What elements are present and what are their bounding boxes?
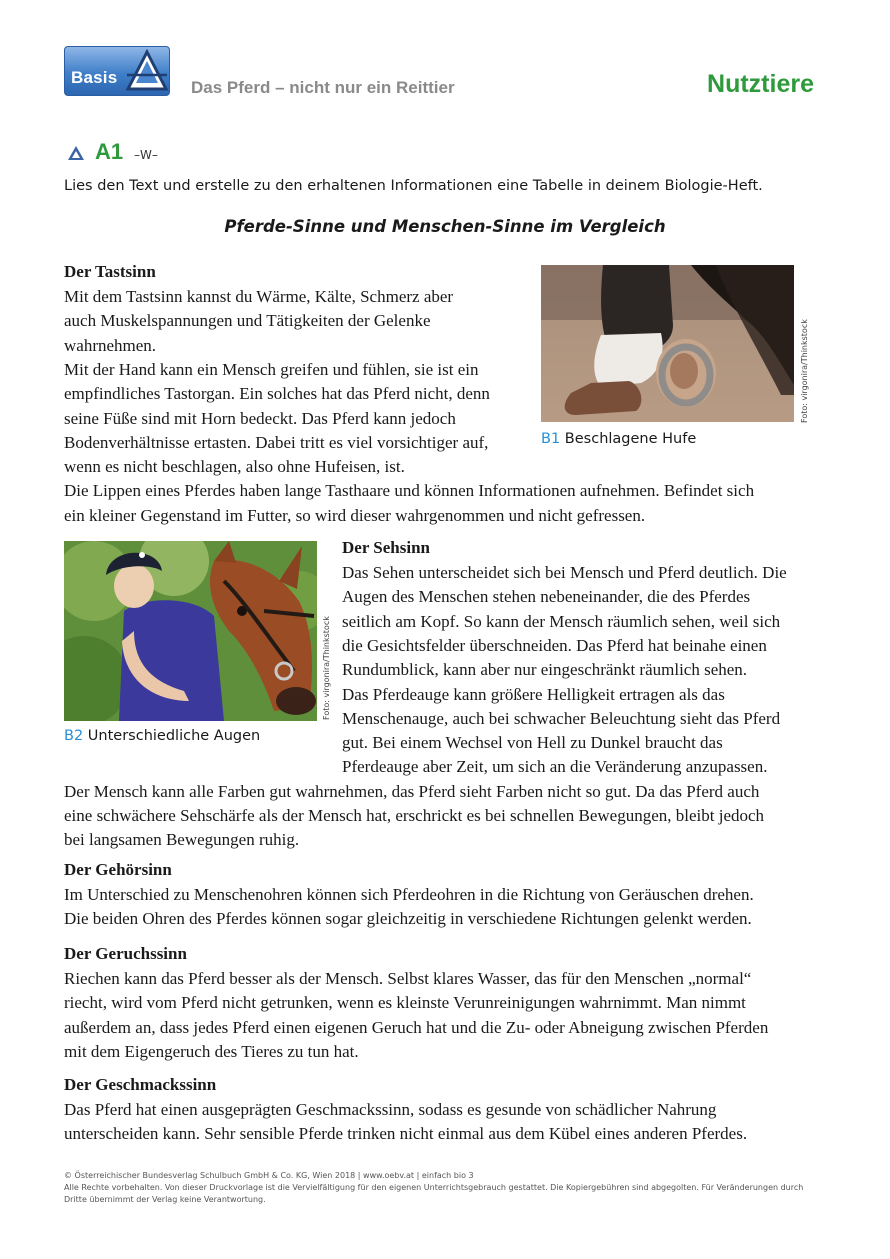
text-line: Die beiden Ohren des Pferdes können sogar gleichzeitig in verschiedene Richtungen gelenkt werden. [64, 909, 752, 929]
text-line: Pferdeauge aber Zeit, um sich an die Veränderung anzupassen. [342, 757, 768, 777]
footer-line: Alle Rechte vorbehalten. Von dieser Druckvorlage ist die Vervielfältigung für den eigenen Unterrichtsgebrauch gestattet. Die Kopiergebühren sind abgegolten. Für Veränderungen durch [64, 1182, 804, 1192]
heading-sehsinn: Der Sehsinn [342, 538, 431, 557]
heading-gehoersinn: Der Gehörsinn [64, 860, 172, 879]
text-line: Das Pferd hat einen ausgeprägten Geschmackssinn, sodass es gesunde von schädlicher Nahrung [64, 1100, 717, 1119]
basis-logo [64, 46, 170, 96]
document-title: Pferde-Sinne und Menschen-Sinne im Vergleich [224, 217, 666, 236]
worksheet-subtitle: Das Pferd – nicht nur ein Reittier [191, 78, 455, 97]
figure-caption-text-b1: Beschlagene Hufe [564, 431, 697, 447]
text-line: Das Pferdeauge kann größere Helligkeit ertragen als das [342, 684, 725, 704]
photo-credit-b1: Foto: virgonira/Thinkstock [800, 319, 809, 423]
task-number: A1 [95, 139, 124, 164]
text-line: eine schwächere Sehschärfe als der Mensch hat, erschrickt es bei schnellen Bewegungen, bleibt jedoch [64, 806, 765, 825]
text-line: mit dem Eigengeruch des Tieres zu tun hat. [64, 1041, 359, 1061]
photo-credit-b2: Foto: virgonira/Thinkstock [322, 616, 331, 720]
task-level-icon [67, 145, 85, 161]
text-line: ein kleiner Gegenstand im Futter, so wird dieser wahrgenommen und nicht gefressen. [64, 505, 646, 525]
text-line: Rundumblick, kann aber nur eingeschränkt räumlich sehen. [342, 660, 748, 680]
text-line: Im Unterschied zu Menschenohren können sich Pferdeohren in die Richtung von Geräuschen drehen. [64, 885, 754, 904]
footer-line: Dritte übernimmt der Verlag keine Verantwortung. [64, 1194, 266, 1204]
text-line: Die Lippen eines Pferdes haben lange Tasthaare und können Informationen aufnehmen. Befindet sich [64, 481, 755, 501]
text-line: seitlich am Kopf. So kann der Mensch räumlich sehen, weil sich [342, 611, 781, 631]
section-title: Nutztiere [707, 70, 814, 98]
text-line: gut. Bei einem Wechsel von Hell zu Dunkel braucht das [342, 733, 723, 753]
paragraph-sehsinn [0, 561, 890, 861]
text-line: Mit der Hand kann ein Mensch greifen und fühlen, sie ist ein [64, 359, 479, 379]
text-line: Das Sehen unterscheidet sich bei Mensch und Pferd deutlich. Die [342, 563, 787, 582]
text-line: außerdem an, dass jedes Pferd einen eigenen Geruch hat und die Zu- oder Abneigung zwischen Pferden [64, 1017, 769, 1037]
figure-caption-b1 [541, 431, 696, 447]
hoof-image [541, 265, 794, 422]
photo-hooves [541, 265, 794, 422]
text-line: wahrnehmen. [64, 335, 157, 355]
text-line: Augen des Menschen stehen nebeneinander, die des Pferdes [342, 587, 751, 607]
text-line: riecht, wird vom Pferd nicht getrunken, wenn es kleinste Verunreinigungen wahrnimmt. Man nimmt [64, 993, 746, 1013]
heading-tastsinn: Der Tastsinn [64, 262, 156, 281]
text-line: wenn es nicht beschlagen, also ohne Hufeisen, ist. [64, 457, 405, 477]
task-type: –W– [134, 148, 158, 162]
paragraph-gehoersinn [64, 883, 864, 933]
figure-label-b2: B2 [64, 728, 84, 744]
figure-label-b1: B1 [541, 431, 561, 447]
text-line: die Gesichtsfelder überschneiden. Das Pferd hat beinahe einen [342, 635, 767, 655]
text-line: empfindliches Tastorgan. Ein solches hat das Pferd nicht, denn [64, 384, 490, 404]
text-line: Bodenverhältnisse ertasten. Dabei tritt es viel vorsichtiger auf, [64, 432, 489, 452]
text-line: bei langsamen Bewegungen ruhig. [64, 830, 300, 850]
paragraph-geruchssinn [64, 967, 864, 1067]
text-line: Riechen kann das Pferd besser als der Mensch. Selbst klares Wasser, das für den Menschen „normal“ [64, 969, 752, 988]
heading-geschmackssinn: Der Geschmackssinn [64, 1075, 217, 1094]
logo-text: Basis [71, 68, 118, 87]
mountain-triangle-icon [125, 49, 169, 93]
figure-caption-text-b2: Unterschiedliche Augen [87, 728, 261, 744]
text-line: Der Mensch kann alle Farben gut wahrnehmen, das Pferd sieht Farben nicht so gut. Da das Pferd auch [64, 781, 760, 801]
text-line: unterscheiden kann. Sehr sensible Pferde trinken nicht einmal aus dem Kübel eines anderen Pferdes. [64, 1124, 748, 1144]
text-line: Menschenauge, auch bei schwacher Beleuchtung sieht das Pferd [342, 708, 781, 728]
text-line: auch Muskelspannungen und Tätigkeiten der Gelenke [64, 311, 431, 331]
heading-geruchssinn: Der Geruchssinn [64, 944, 187, 963]
copyright-footer [64, 1170, 824, 1205]
footer-line: © Österreichischer Bundesverlag Schulbuch GmbH & Co. KG, Wien 2018 | www.oebv.at | einfach bio 3 [64, 1171, 474, 1180]
paragraph-geschmackssinn [64, 1098, 864, 1148]
text-line: seine Füße sind mit Horn bedeckt. Das Pferd kann jedoch [64, 408, 456, 428]
task-instruction: Lies den Text und erstelle zu den erhaltenen Informationen eine Tabelle in deinem Biologie-Heft. [64, 178, 763, 194]
text-line: Mit dem Tastsinn kannst du Wärme, Kälte, Schmerz aber [64, 287, 454, 306]
